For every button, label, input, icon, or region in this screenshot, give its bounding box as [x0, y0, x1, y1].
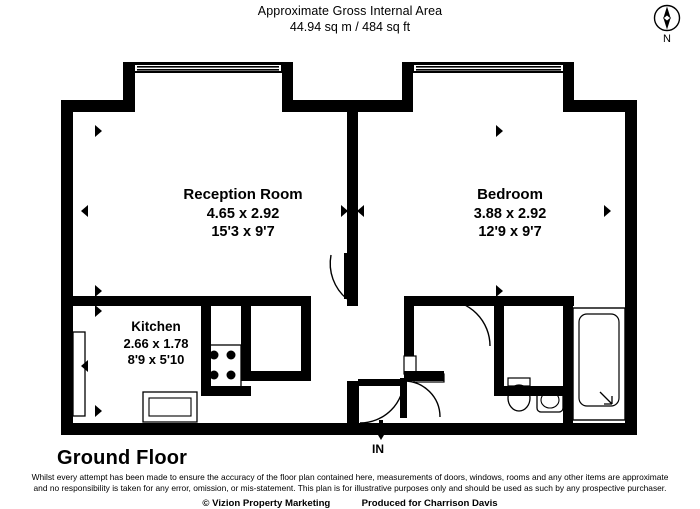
footer-credit-left: © Vizion Property Marketing: [202, 497, 331, 509]
room-name-bedroom: Bedroom: [477, 186, 543, 203]
room-dim-metric-bedroom: 3.88 x 2.92: [473, 205, 547, 222]
room-label-kitchen: [96, 318, 216, 369]
walls: [61, 62, 637, 435]
room-label-bedroom: [400, 185, 620, 242]
footer-disclaimer: Whilst every attempt has been made to ensure the accuracy of the floor plan contained here, measurements of doors, windows, rooms and any other items are approximate and no responsibility is taken for any error, omission, or mis-statement. This plan is for illustrative purposes only and should be used as such by any prospective purchaser.: [31, 472, 669, 494]
room-dim-imperial-bedroom: 12'9 x 9'7: [478, 224, 542, 241]
room-dim-metric-reception: 4.65 x 2.92: [206, 205, 280, 222]
floor-title: Ground Floor: [57, 447, 188, 469]
room-name-reception: Reception Room: [183, 186, 303, 203]
entrance-label: IN: [372, 442, 384, 456]
room-dim-metric-kitchen: 2.66 x 1.78: [123, 335, 189, 351]
room-name-kitchen: Kitchen: [131, 319, 181, 334]
footer-credits: [0, 498, 700, 509]
entrance-arrow-icon: [366, 418, 396, 444]
room-dim-imperial-reception: 15'3 x 9'7: [211, 224, 275, 241]
area-summary-line1: Approximate Gross Internal Area: [257, 4, 443, 18]
door-leaves: [344, 253, 490, 418]
footer: [0, 472, 700, 509]
room-label-reception: [118, 185, 368, 242]
room-dim-imperial-kitchen: 8'9 x 5'10: [127, 352, 185, 368]
compass-north-label: N: [663, 33, 671, 45]
footer-credit-right: Produced for Charrison Davis: [361, 497, 498, 509]
area-summary-line2: 44.94 sq m / 484 sq ft: [289, 20, 411, 34]
